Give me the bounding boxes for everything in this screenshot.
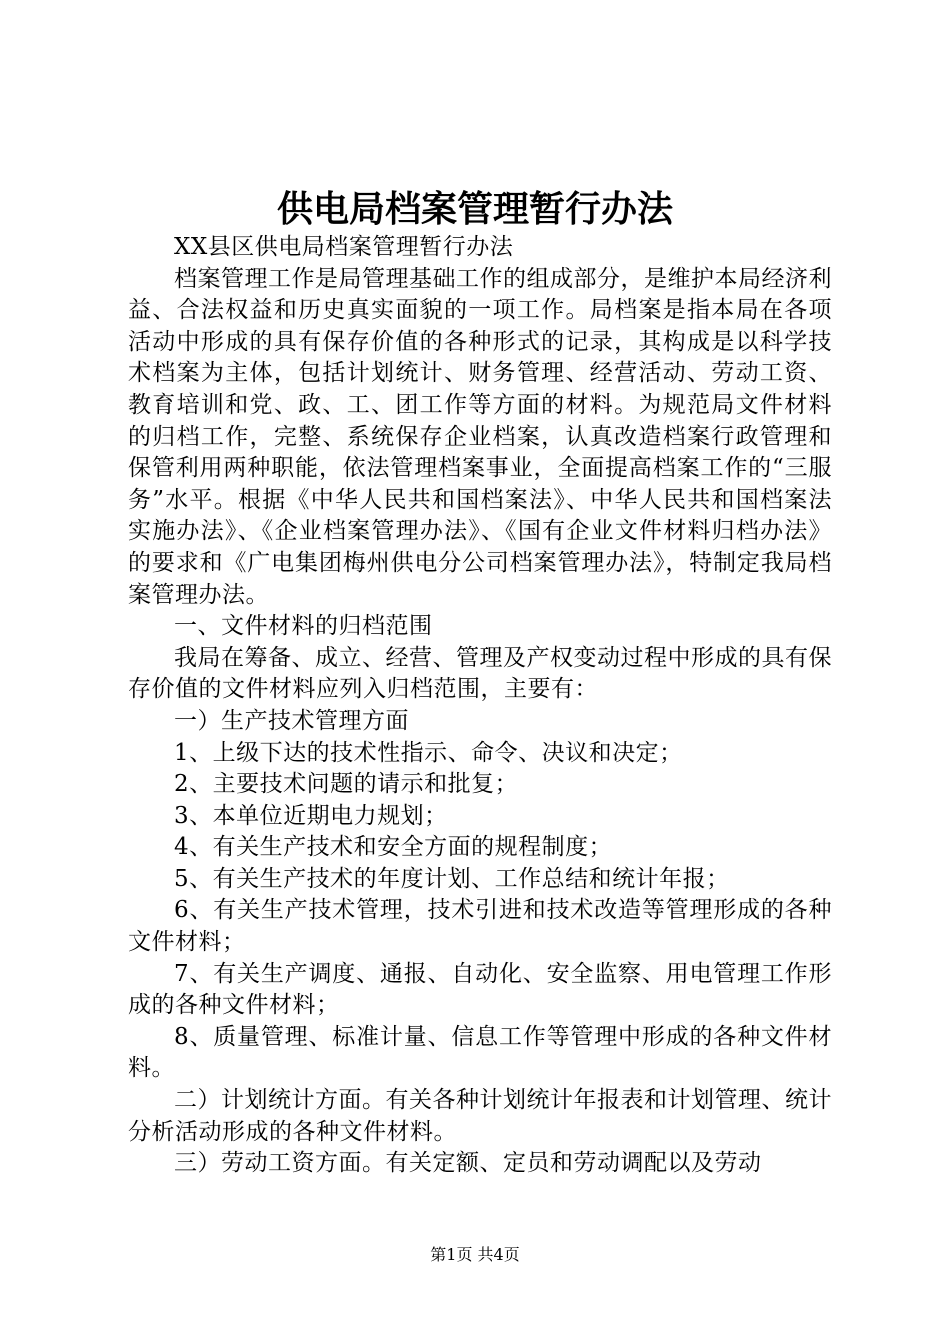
page-footer: 第1页 共4页 [430, 1245, 520, 1264]
list-item: 2、主要技术问题的请示和批复； [174, 771, 519, 798]
body-paragraph: 我局在筹备、成立、经营、管理及产权变动过程中形成的具有保存价值的文件材料应列入归档范围，主要有： [128, 644, 832, 703]
subsection-paragraph: 二）计划统计方面。有关各种计划统计年报表和计划管理、统计分析活动形成的各种文件材料。 [128, 1087, 832, 1145]
list-item: 1、上级下达的技术性指示、命令、决议和决定； [174, 739, 683, 766]
intro-paragraph: 档案管理工作是局管理基础工作的组成部分，是维护本局经济利益、合法权益和历史真实面貌的一项工作。局档案是指本局在各项活动中形成的具有保存价值的各种形式的记录，其构成是以科学技术档案为主体，包括计划统计、财务管理、经营活动、劳动工资、教育培训和党、政、工、团工作等方面的材料。为规范局文件材料的归档工作，完整、系统保存企业档案，认真改造档案行政管理和保管利用两种职能，依法管理档案事业，全面提高档案工作的“三服务”水平。根据《中华人民共和国档案法》、中华人民共和国档案法实施办法》、《企业档案管理办法》、《国有企业文件材料归档办法》的要求和《广电集团梅州供电分公司档案管理办法》，特制定我局档案管理办法。 [128, 265, 832, 608]
subsection-heading: 一）生产技术管理方面 [174, 707, 409, 734]
subtitle-paragraph: XX县区供电局档案管理暂行办法 [174, 234, 514, 260]
subsection-paragraph: 三）劳动工资方面。有关定额、定员和劳动调配以及劳动 [174, 1150, 762, 1177]
list-item: 7、有关生产调度、通报、自动化、安全监察、用电管理工作形成的各种文件材料； [128, 960, 832, 1019]
section-heading: 一、文件材料的归档范围 [174, 613, 433, 640]
list-item: 6、有关生产技术管理，技术引进和技术改造等管理形成的各种文件材料； [128, 897, 832, 956]
document-body [128, 232, 832, 1180]
list-item: 3、本单位近期电力规划； [174, 802, 448, 829]
list-item: 5、有关生产技术的年度计划、工作总结和统计年报； [174, 865, 730, 892]
list-item: 4、有关生产技术和安全方面的规程制度； [174, 834, 613, 861]
list-item: 8、质量管理、标准计量、信息工作等管理中形成的各种文件材料。 [128, 1023, 832, 1082]
document-title: 供电局档案管理暂行办法 [276, 188, 673, 230]
